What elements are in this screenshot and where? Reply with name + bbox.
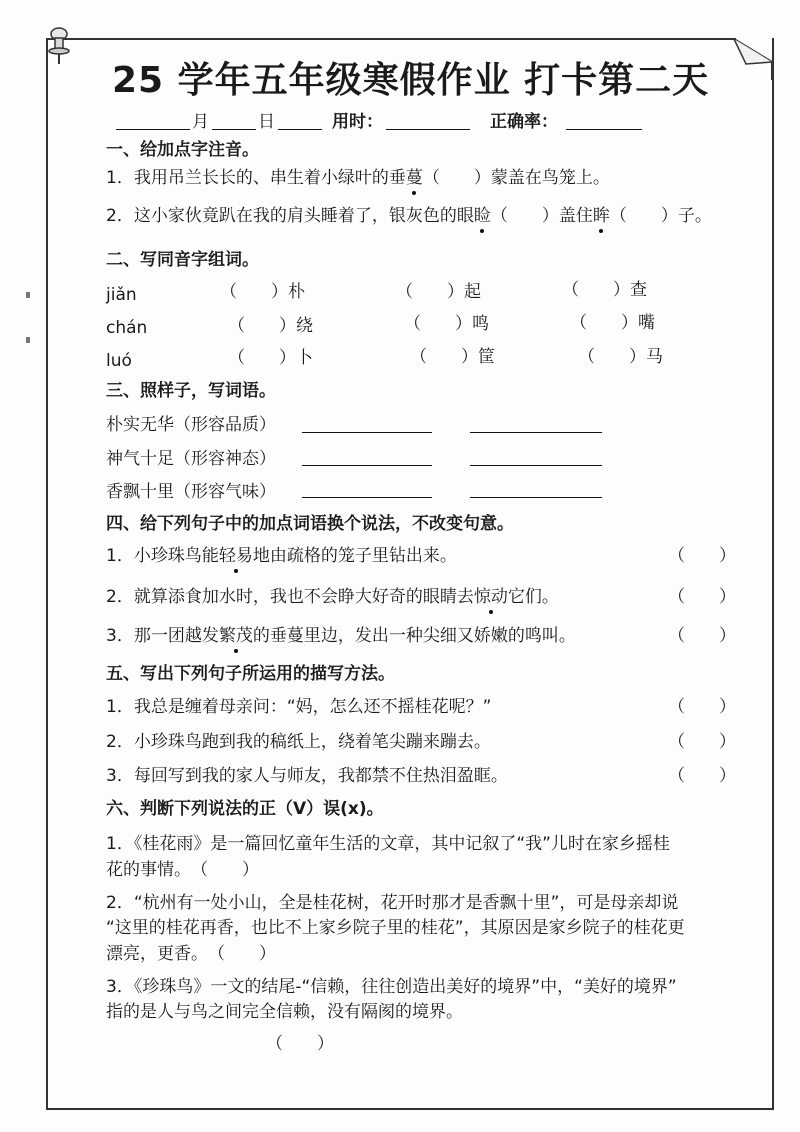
s5-answer-paren[interactable]: （ ） (668, 732, 736, 752)
scan-mark (26, 337, 30, 343)
s1-q2-text-a: 2．这小家伙竟趴在我的肩头睡着了，银灰色的眼 (106, 206, 474, 226)
time-used-blank[interactable] (386, 129, 470, 130)
s6-q1-line-1: 1．《桂花雨》是一篇回忆童年生活的文章，其中记叙了“我”儿时在家乡摇桂 (106, 834, 670, 854)
s2-item-2-2[interactable]: （ ）鸣 (404, 314, 489, 334)
s6-q1-line-2: 花的事情。 （ ） (106, 860, 259, 880)
page-corner-fold (732, 38, 774, 80)
s2-pinyin-3: luó (106, 351, 132, 371)
s6-q2-line-2: “这里的桂花再香，也比不上家乡院子里的桂花”，其原因是家乡院子的桂花更 (106, 918, 685, 938)
s4-answer-paren[interactable]: （ ） (668, 587, 736, 607)
month-label: 月 (192, 112, 209, 132)
s4-q2-text-a: 2．就算添食加水时，我也不会睁大好奇的眼睛去 (106, 587, 474, 607)
s3-answer-blank[interactable] (470, 497, 602, 498)
s6-q2-line-1: 2．“杭州有一处小山，全是桂花树，花开时那才是香飘十里”，可是母亲却说 (106, 893, 679, 913)
s5-question-3: 3．每回写到我的家人与师友，我都禁不住热泪盈眶。 (106, 766, 508, 786)
s6-q2-line-3: 漂亮，更香。 （ ） (106, 944, 276, 964)
s2-item-1-1[interactable]: （ ）朴 (220, 282, 305, 302)
s2-pinyin-2: chán (106, 318, 148, 338)
s3-answer-blank[interactable] (302, 432, 432, 433)
page-title: 25 学年五年级寒假作业 打卡第二天 (112, 60, 710, 101)
s1-q2-dotted-char-1: 睑 (473, 206, 491, 226)
s6-q3-answer-paren[interactable]: （ ） (266, 1034, 334, 1054)
s1-q2-dotted-char-2: 眸 (592, 206, 610, 226)
s4-q3-dotted-word: 繁茂 (218, 626, 253, 646)
day-label: 日 (258, 112, 275, 132)
s1-question-1 (106, 168, 610, 188)
s6-q3-line-2: 指的是人与鸟之间完全信赖，没有隔阂的境界。 (106, 1002, 463, 1022)
s4-q3-text-b: 的垂蔓里边，发出一种尖细又娇嫩的鸣叫。 (252, 626, 576, 646)
s3-answer-blank[interactable] (470, 432, 602, 433)
s1-q1-dotted-char: 蔓 (405, 168, 423, 188)
s6-q3-line-1: 3．《珍珠鸟》一文的结尾-“信赖，往往创造出美好的境界”中，“美好的境界” (106, 977, 677, 997)
section-6-heading: 六、判断下列说法的正（V）误(x)。 (106, 799, 384, 819)
section-3-heading: 三、照样子，写词语。 (106, 381, 276, 401)
s3-example-2: 神气十足（形容神态） (106, 449, 276, 469)
s4-q2-text-b: 它们。 (507, 587, 559, 607)
day-blank-2[interactable] (278, 129, 322, 130)
s2-item-1-2[interactable]: （ ）起 (396, 282, 481, 302)
s2-item-2-1[interactable]: （ ）绕 (228, 316, 313, 336)
s5-question-1: 1．我总是缠着母亲问：“妈，怎么还不摇桂花呢？” (106, 697, 492, 717)
s2-item-3-2[interactable]: （ ）筐 (410, 347, 495, 367)
section-5-heading: 五、写出下列句子所运用的描写方法。 (106, 664, 395, 684)
section-2-heading: 二、写同音字组词。 (106, 250, 259, 270)
s4-q1-dotted-word: 轻易 (218, 546, 253, 566)
s4-q1-text-b: 地由疏格的笼子里钻出来。 (252, 546, 457, 566)
s5-answer-paren[interactable]: （ ） (668, 697, 736, 717)
s4-answer-paren[interactable]: （ ） (668, 546, 736, 566)
s1-q1-text-a: 1．我用吊兰长长的、串生着小绿叶的垂 (106, 168, 406, 188)
s3-answer-blank[interactable] (302, 465, 432, 466)
s4-question-1 (106, 546, 457, 566)
s2-item-1-3[interactable]: （ ）查 (562, 280, 647, 300)
s3-example-3: 香飘十里（形容气味） (106, 482, 276, 502)
day-blank[interactable] (212, 129, 256, 130)
section-4-heading: 四、给下列句子中的加点词语换个说法，不改变句意。 (106, 514, 514, 534)
s4-answer-paren[interactable]: （ ） (668, 626, 736, 646)
s1-q2-text-c: （ ）子。 (609, 206, 712, 226)
s1-q2-text-b: （ ）盖住 (490, 206, 593, 226)
s5-answer-paren[interactable]: （ ） (668, 766, 736, 786)
accuracy-label: 正确率： (490, 112, 558, 132)
s3-example-1: 朴实无华（形容品质） (106, 415, 276, 435)
month-blank[interactable] (116, 129, 190, 130)
s2-item-2-3[interactable]: （ ）嘴 (570, 313, 655, 333)
s2-item-3-3[interactable]: （ ）马 (578, 347, 663, 367)
s3-answer-blank[interactable] (302, 497, 432, 498)
s1-question-2 (106, 206, 712, 226)
s4-question-2 (106, 587, 559, 607)
s4-q2-dotted-word: 惊动 (473, 587, 508, 607)
pushpin-icon (46, 26, 72, 66)
section-1-heading: 一、给加点字注音。 (106, 140, 259, 160)
s3-answer-blank[interactable] (470, 465, 602, 466)
s4-q3-text-a: 3．那一团越发 (106, 626, 219, 646)
s1-q1-text-b: （ ）蒙盖在鸟笼上。 (422, 168, 610, 188)
scan-mark (26, 292, 30, 298)
s2-item-3-1[interactable]: （ ）卜 (228, 348, 313, 368)
s4-question-3 (106, 626, 576, 646)
s5-question-2: 2．小珍珠鸟跑到我的稿纸上，绕着笔尖蹦来蹦去。 (106, 732, 491, 752)
accuracy-blank[interactable] (566, 129, 642, 130)
s4-q1-text-a: 1．小珍珠鸟能 (106, 546, 219, 566)
s2-pinyin-1: jiǎn (106, 285, 137, 305)
time-used-label: 用时： (332, 112, 383, 132)
